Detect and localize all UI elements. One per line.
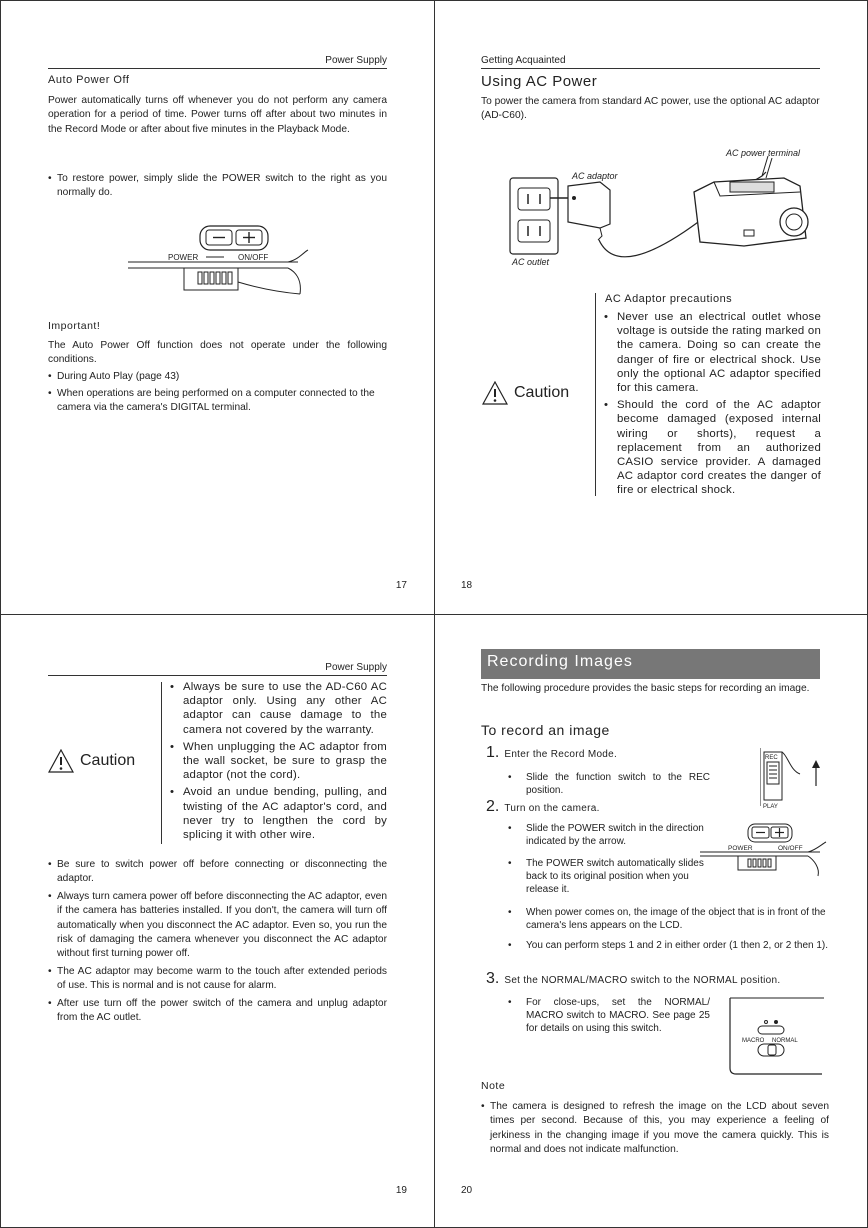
header-rule <box>48 675 387 676</box>
caution-item-1: • Always be sure to use the AD-C60 AC adaptor only. Using any other AC adaptor can cause damage to the camera not covered by the warranty. <box>170 680 387 737</box>
warning-triangle-icon <box>48 749 74 773</box>
page-number: 19 <box>395 1185 407 1196</box>
macro-switch-figure <box>724 996 824 1078</box>
precautions-title: AC Adaptor precautions <box>605 293 733 305</box>
function-switch-figure <box>760 746 824 810</box>
fig-power-label: POWER <box>728 845 753 852</box>
precaution-item-2: • Should the cord of the AC adaptor become damaged (exposed internal wiring or shorts), request a replacement from an authorized CASIO service provider. A damaged AC adaptor cord creates the danger of fire or electrical shock. <box>604 398 821 497</box>
fig-onoff-label: ON/OFF <box>778 845 803 852</box>
power-switch-figure <box>700 822 828 878</box>
restore-bullet: • To restore power, simply slide the POWER switch to the right as you normally do. <box>48 172 387 201</box>
intro-paragraph: To power the camera from standard AC power, use the optional AC adaptor (AD-C60). <box>481 96 820 122</box>
section-title: Auto Power Off <box>48 74 130 86</box>
fig-rec-label: REC <box>765 755 778 761</box>
caution-label: Caution <box>514 384 570 401</box>
caution-label-block <box>482 381 569 405</box>
header-rule <box>481 68 820 69</box>
page-19 <box>0 614 434 1228</box>
caution-item-2: • When unplugging the AC adaptor from the wall socket, be sure to grasp the adaptor (not the cord). <box>170 740 387 783</box>
running-head: Power Supply <box>325 55 387 66</box>
running-head: Power Supply <box>325 662 387 673</box>
step-number: 1. <box>486 744 500 761</box>
caution-divider <box>595 293 596 496</box>
caution-divider <box>161 682 162 844</box>
step-2-bullet-2: • The POWER switch automatically slides back to its original position when you release it. <box>508 857 710 897</box>
header-rule <box>48 68 387 69</box>
step-2-bullet-1: • Slide the POWER switch in the direction indicated by the arrow. <box>508 822 710 848</box>
fig-adaptor-label: AC adaptor <box>572 171 618 181</box>
important-item-1: • During Auto Play (page 43) <box>48 370 387 384</box>
section-banner: Recording Images <box>481 649 820 679</box>
step-1-bullet-1: • Slide the function switch to the REC position. <box>508 771 710 797</box>
fig-onoff-label: ON/OFF <box>238 253 269 262</box>
section-title: Using AC Power <box>481 73 598 90</box>
step-text: Enter the Record Mode. <box>504 749 618 760</box>
important-text: The Auto Power Off function does not operate under the following conditions. <box>48 340 387 366</box>
running-head: Getting Acquainted <box>481 55 566 66</box>
caution-item-3: • Avoid an undue bending, pulling, and twisting of the AC adaptor's cord, and never try to lengthen the cord by splicing it with other wire. <box>170 785 387 842</box>
fig-normal-label: NORMAL <box>772 1038 798 1044</box>
step-2 <box>486 798 600 816</box>
step-2-bullet-3: • When power comes on, the image of the object that is in front of the camera's lens appears on the LCD. <box>508 906 838 932</box>
page-number: 20 <box>461 1185 473 1196</box>
precaution-item-1: • Never use an electrical outlet whose voltage is outside the rating marked on the camera. Doing so can create the danger of fire or electrical shock. Use only the optional AC adaptor specified for this camera. <box>604 310 821 395</box>
power-item-2: • Always turn camera power off before disconnecting the AC adaptor, even if the camera has batteries installed. If you don't, the camera will turn off automatically when you disconnect the AC adaptor. Even so, you run the risk of damaging the camera whenever you disconnect the AC adaptor without first turning power off. <box>48 890 387 962</box>
page-18 <box>434 0 868 614</box>
page-number: 17 <box>395 580 407 591</box>
page-number: 18 <box>461 580 473 591</box>
page-20 <box>434 614 868 1228</box>
page-17 <box>0 0 434 614</box>
fig-terminal-label: AC power terminal <box>726 148 801 158</box>
intro-paragraph: Power automatically turns off whenever you do not perform any camera operation for a period of time. Power turns off after about two minutes in the Record Mode or after about five minutes in the Playback Mode. <box>48 95 387 135</box>
fig-power-label: POWER <box>168 253 199 262</box>
important-item-2: • When operations are being performed on a computer connected to the camera via the camera's DIGITAL terminal. <box>48 387 387 416</box>
power-switch-figure <box>128 222 310 302</box>
step-number: 3. <box>486 970 500 987</box>
step-3-bullet-1: • For close-ups, set the NORMAL/ MACRO switch to MACRO. See page 25 for details on using this switch. <box>508 996 710 1036</box>
warning-triangle-icon <box>482 381 508 405</box>
fig-play-label: PLAY <box>763 804 778 810</box>
fig-macro-label: MACRO <box>742 1038 765 1044</box>
subsection-title: To record an image <box>481 722 610 738</box>
caution-label-block <box>48 749 135 773</box>
note-heading: Note <box>481 1080 506 1092</box>
step-text: Set the NORMAL/MACRO switch to the NORMAL position. <box>504 975 781 986</box>
step-2-bullet-4: • You can perform steps 1 and 2 in either order (1 then 2, or 2 then 1). <box>508 939 838 952</box>
power-item-1: • Be sure to switch power off before connecting or disconnecting the adaptor. <box>48 858 387 887</box>
note-text: • The camera is designed to refresh the image on the LCD about seven times per second. Because of this, you may experience a feeling of jerkiness in the changing image if you move the camera quickly. This is normal and does not indicate malfunction. <box>481 1100 829 1158</box>
step-number: 2. <box>486 798 500 815</box>
important-heading: Important! <box>48 320 101 332</box>
step-text: Turn on the camera. <box>504 803 600 814</box>
power-item-3: • The AC adaptor may become warm to the touch after extended periods of use. This is normal and is not cause for alarm. <box>48 965 387 994</box>
step-1 <box>486 744 617 762</box>
caution-label: Caution <box>80 752 136 769</box>
power-item-4: • After use turn off the power switch of the camera and unplug adaptor from the AC outlet. <box>48 997 387 1026</box>
fig-outlet-label: AC outlet <box>512 257 550 267</box>
step-3 <box>486 970 780 988</box>
ac-power-figure <box>504 142 824 272</box>
intro-paragraph: The following procedure provides the basic steps for recording an image. <box>481 683 810 694</box>
